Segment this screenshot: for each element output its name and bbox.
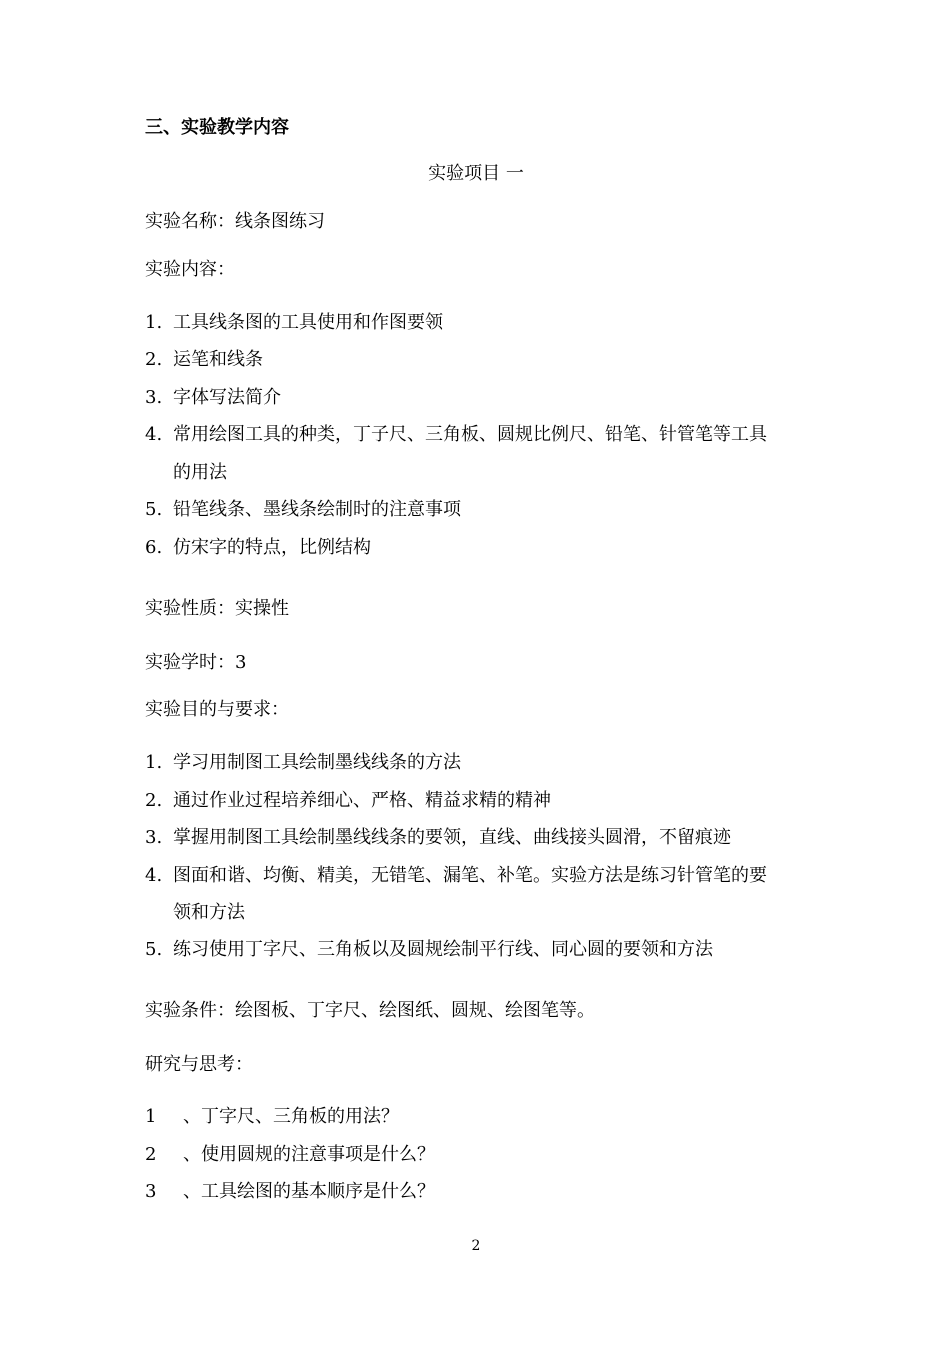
content-item-continuation: 的用法	[173, 462, 227, 483]
goal-item-text: 通过作业过程培养细心、严格、精益求精的精神	[173, 790, 551, 811]
experiment-nature-value: 实操性	[235, 598, 289, 619]
content-item-text: 运笔和线条	[173, 349, 263, 370]
content-item-number: 1.	[145, 312, 163, 333]
content-item-text: 铅笔线条、墨线条绘制时的注意事项	[173, 499, 461, 520]
goal-item-text: 图面和谐、均衡、精美，无错笔、漏笔、补笔。实验方法是练习针管笔的要	[173, 865, 767, 886]
research-item-number: 1	[145, 1106, 157, 1127]
experiment-name-label: 实验名称：	[145, 211, 235, 232]
research-label: 研究与思考：	[145, 1054, 253, 1075]
content-item-text: 仿宋字的特点，比例结构	[173, 537, 371, 558]
content-label: 实验内容：	[145, 259, 235, 280]
goal-item-number: 5.	[145, 939, 163, 960]
goal-item	[145, 826, 731, 850]
research-item-number: 3	[145, 1181, 157, 1202]
research-item-number: 2	[145, 1144, 157, 1165]
goal-item-text: 掌握用制图工具绘制墨线线条的要领，直线、曲线接头圆滑，不留痕迹	[173, 827, 731, 848]
content-item-number: 4.	[145, 424, 163, 445]
content-item-number: 5.	[145, 499, 163, 520]
goal-item	[145, 938, 713, 962]
experiment-name-value: 线条图练习	[235, 211, 325, 232]
research-item	[145, 1105, 399, 1129]
research-item-text: 、丁字尺、三角板的用法？	[183, 1106, 399, 1127]
research-item-text: 、工具绘图的基本顺序是什么？	[183, 1181, 435, 1202]
experiment-conditions-value: 绘图板、丁字尺、绘图纸、圆规、绘图笔等。	[235, 1000, 595, 1021]
experiment-hours-value: 3	[235, 652, 247, 673]
goal-item-text: 练习使用丁字尺、三角板以及圆规绘制平行线、同心圆的要领和方法	[173, 939, 713, 960]
content-item	[145, 311, 443, 335]
project-title: 实验项目 一	[428, 163, 524, 184]
goal-item	[145, 864, 767, 888]
content-item	[145, 423, 767, 447]
experiment-hours-label: 实验学时：	[145, 652, 235, 673]
experiment-name	[145, 210, 325, 234]
page-number: 2	[471, 1238, 481, 1254]
experiment-hours	[145, 651, 246, 675]
content-item	[145, 536, 371, 560]
goal-item-number: 2.	[145, 790, 163, 811]
content-item-text: 工具线条图的工具使用和作图要领	[173, 312, 443, 333]
research-item	[145, 1180, 435, 1204]
experiment-conditions-label: 实验条件：	[145, 1000, 235, 1021]
content-item-number: 6.	[145, 537, 163, 558]
content-item-text: 常用绘图工具的种类，丁子尺、三角板、圆规比例尺、铅笔、针管笔等工具	[173, 424, 767, 445]
content-item-number: 3.	[145, 387, 163, 408]
research-item	[145, 1143, 435, 1167]
goal-item	[145, 751, 461, 775]
goal-item-number: 3.	[145, 827, 163, 848]
section-heading: 三、实验教学内容	[145, 117, 289, 138]
goal-item-text: 学习用制图工具绘制墨线线条的方法	[173, 752, 461, 773]
experiment-conditions	[145, 999, 595, 1023]
research-item-text: 、使用圆规的注意事项是什么？	[183, 1144, 435, 1165]
content-item	[145, 348, 263, 372]
goals-label: 实验目的与要求：	[145, 699, 289, 720]
content-item-text: 字体写法简介	[173, 387, 281, 408]
content-item	[145, 498, 461, 522]
goal-item-number: 4.	[145, 865, 163, 886]
experiment-nature	[145, 597, 289, 621]
goal-item	[145, 789, 551, 813]
content-item	[145, 386, 281, 410]
experiment-nature-label: 实验性质：	[145, 598, 235, 619]
content-item-number: 2.	[145, 349, 163, 370]
goal-item-continuation: 领和方法	[173, 902, 245, 923]
goal-item-number: 1.	[145, 752, 163, 773]
